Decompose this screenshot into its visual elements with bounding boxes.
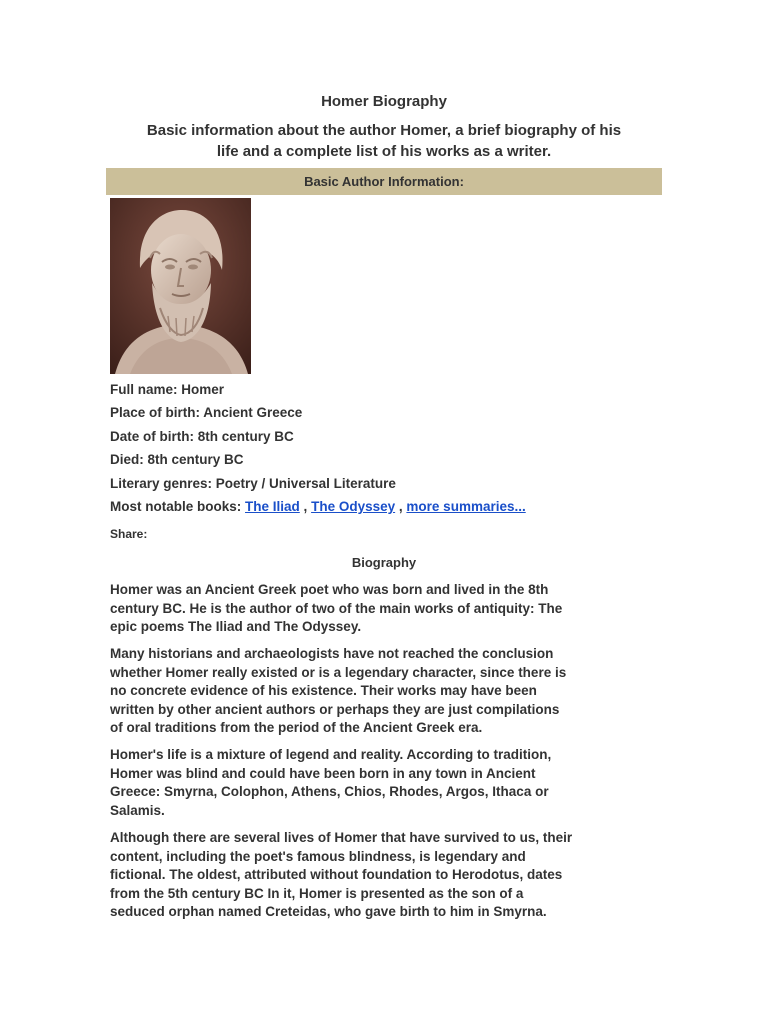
para-line: of oral traditions from the period of the Ancient Greek era. (110, 720, 483, 736)
bio-paragraph (110, 645, 670, 738)
link-the-iliad[interactable]: The Iliad (245, 498, 300, 514)
para-line: Homer was an Ancient Greek poet who was born and lived in the 8th (110, 582, 549, 597)
para-line: Salamis. (110, 802, 165, 818)
subtitle-line: life and a complete list of his works as a writer. (216, 143, 552, 160)
para-line: epic poems The Iliad and The Odyssey. (110, 619, 362, 635)
info-full-name: Full name: Homer (110, 382, 225, 397)
para-line: Many historians and archaeologists have not reached the conclusion (110, 646, 554, 661)
info-date-of-birth: Date of birth: 8th century BC (110, 428, 294, 444)
para-line: Although there are several lives of Homer that have survived to us, their (110, 830, 573, 845)
page-title: Homer Biography (321, 93, 447, 110)
subtitle-line: Basic information about the author Homer, a brief biography of his (146, 122, 622, 139)
para-line: from the 5th century BC In it, Homer is presented as the son of a (110, 885, 524, 901)
para-line: no concrete evidence of his existence. Their works may have been (110, 683, 537, 699)
biography-heading: Biography (351, 555, 417, 570)
info-place-of-birth: Place of birth: Ancient Greece (110, 405, 303, 421)
para-line: content, including the poet's famous blindness, is legendary and (110, 848, 526, 864)
para-line: fictional. The oldest, attributed without foundation to Herodotus, dates (110, 867, 563, 883)
notable-books-label: Most notable books: (110, 498, 242, 514)
para-line: Greece: Smyrna, Colophon, Athens, Chios, Rhodes, Argos, Ithaca or (110, 784, 549, 800)
para-line: written by other ancient authors or perhaps they are just compilations (110, 701, 560, 717)
bio-paragraph (110, 581, 670, 637)
link-the-odyssey[interactable]: The Odyssey (311, 498, 396, 514)
para-line: Homer's life is a mixture of legend and reality. According to tradition, (110, 747, 552, 762)
info-died: Died: 8th century BC (110, 452, 244, 468)
bio-paragraph (110, 746, 670, 820)
info-genres: Literary genres: Poetry / Universal Literature (110, 475, 396, 491)
info-notable-books (110, 497, 526, 520)
separator: , (303, 498, 308, 514)
para-line: seduced orphan named Creteidas, who gave birth to him in Smyrna. (110, 904, 547, 920)
link-more-summaries[interactable]: more summaries... (406, 498, 526, 514)
page-subtitle (100, 120, 668, 162)
section-header-basic-info: Basic Author Information: (106, 168, 662, 195)
author-info-list (110, 380, 526, 520)
separator: , (398, 498, 403, 514)
para-line: century BC. He is the author of two of the main works of antiquity: The (110, 600, 563, 616)
bust-portrait-image (110, 198, 251, 374)
share-label: Share: (110, 527, 148, 541)
para-line: Homer was blind and could have been born in any town in Ancient (110, 765, 536, 781)
para-line: whether Homer really existed or is a legendary character, since there is (110, 664, 567, 680)
bio-paragraph (110, 829, 670, 922)
